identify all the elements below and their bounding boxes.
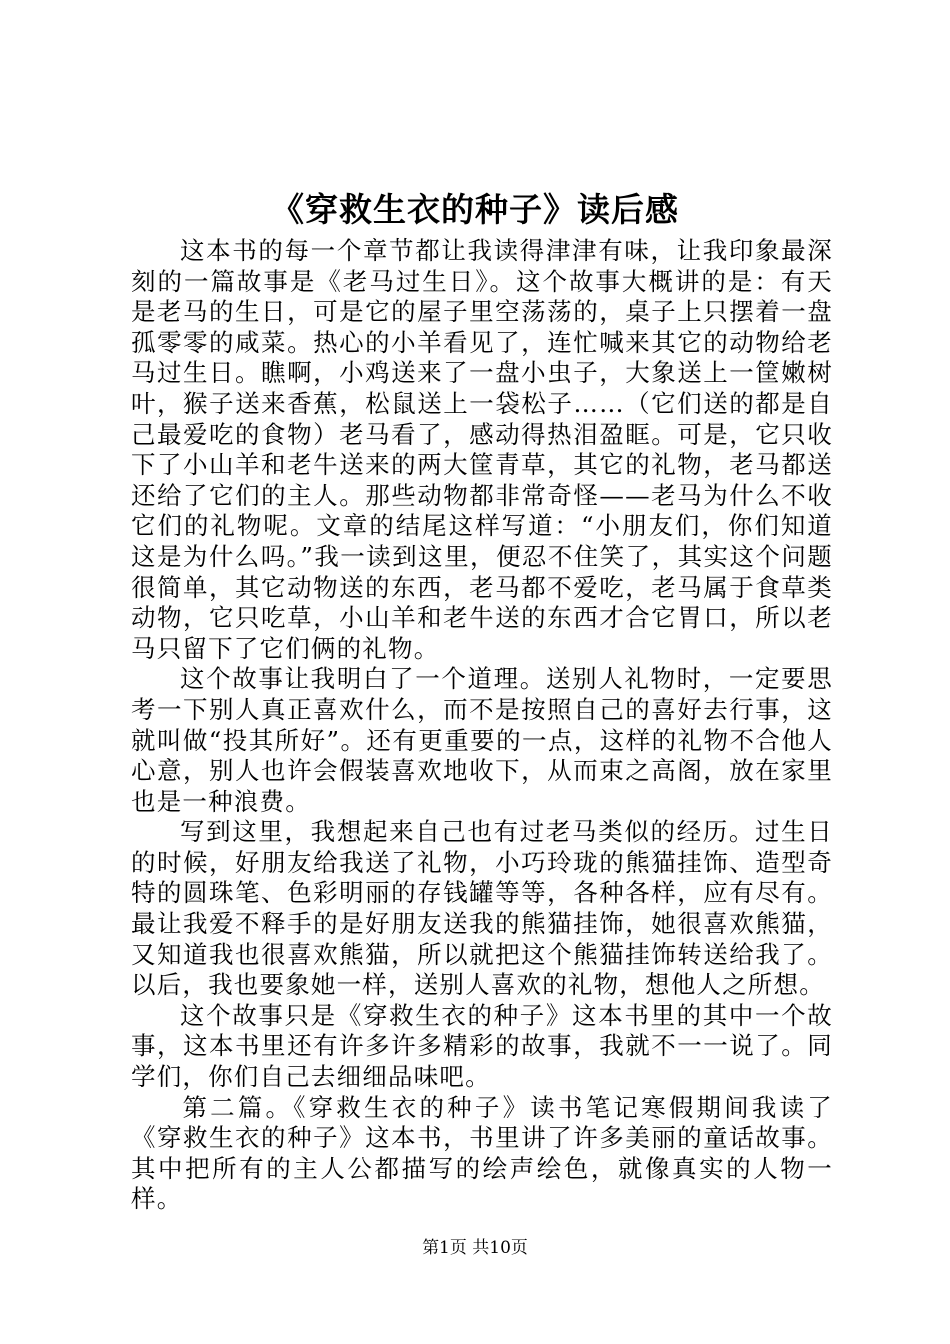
page-number-footer: 第1页 共10页 — [422, 1238, 528, 1258]
paragraph-4: 这个故事只是《穿救生衣的种子》这本书里的其中一个故事，这本书里还有许多许多精彩的故事，我就不一一说了。同学们，你们自己去细细品味吧。 — [131, 1000, 833, 1092]
document-title: 《穿救生衣的种子》读后感 — [271, 190, 679, 229]
document-body — [131, 236, 833, 1215]
paragraph-5: 第二篇。《穿救生衣的种子》读书笔记寒假期间我读了《穿救生衣的种子》这本书，书里讲了许多美丽的童话故事。其中把所有的主人公都描写的绘声绘色，就像真实的人物一样。 — [131, 1092, 833, 1214]
paragraph-2: 这个故事让我明白了一个道理。送别人礼物时，一定要思考一下别人真正喜欢什么，而不是按照自己的喜好去行事，这就叫做“投其所好”。还有更重要的一点，这样的礼物不合他人心意，别人也许会假装喜欢地收下，从而束之高阁，放在家里也是一种浪费。 — [131, 664, 833, 816]
paragraph-1: 这本书的每一个章节都让我读得津津有味，让我印象最深刻的一篇故事是《老马过生日》。这个故事大概讲的是：有天是老马的生日，可是它的屋子里空荡荡的，桌子上只摆着一盘孤零零的咸菜。热心的小羊看见了，连忙喊来其它的动物给老马过生日。瞧啊，小鸡送来了一盘小虫子，大象送上一筐嫩树叶，猴子送来香蕉，松鼠送上一袋松子……（它们送的都是自己最爱吃的食物）老马看了，感动得热泪盈眶。可是，它只收下了小山羊和老牛送来的两大筐青草，其它的礼物，老马都送还给了它们的主人。那些动物都非常奇怪——老马为什么不收它们的礼物呢。文章的结尾这样写道：“小朋友们，你们知道这是为什么吗。”我一读到这里，便忍不住笑了，其实这个问题很简单，其它动物送的东西，老马都不爱吃，老马属于食草类动物，它只吃草，小山羊和老牛送的东西才合它胃口，所以老马只留下了它们俩的礼物。 — [131, 236, 833, 663]
paragraph-3: 写到这里，我想起来自己也有过老马类似的经历。过生日的时候，好朋友给我送了礼物，小巧玲珑的熊猫挂饰、造型奇特的圆珠笔、色彩明丽的存钱罐等等，各种各样，应有尽有。最让我爱不释手的是好朋友送我的熊猫挂饰，她很喜欢熊猫，又知道我也很喜欢熊猫，所以就把这个熊猫挂饰转送给我了。以后，我也要象她一样，送别人喜欢的礼物，想他人之所想。 — [131, 817, 833, 1000]
